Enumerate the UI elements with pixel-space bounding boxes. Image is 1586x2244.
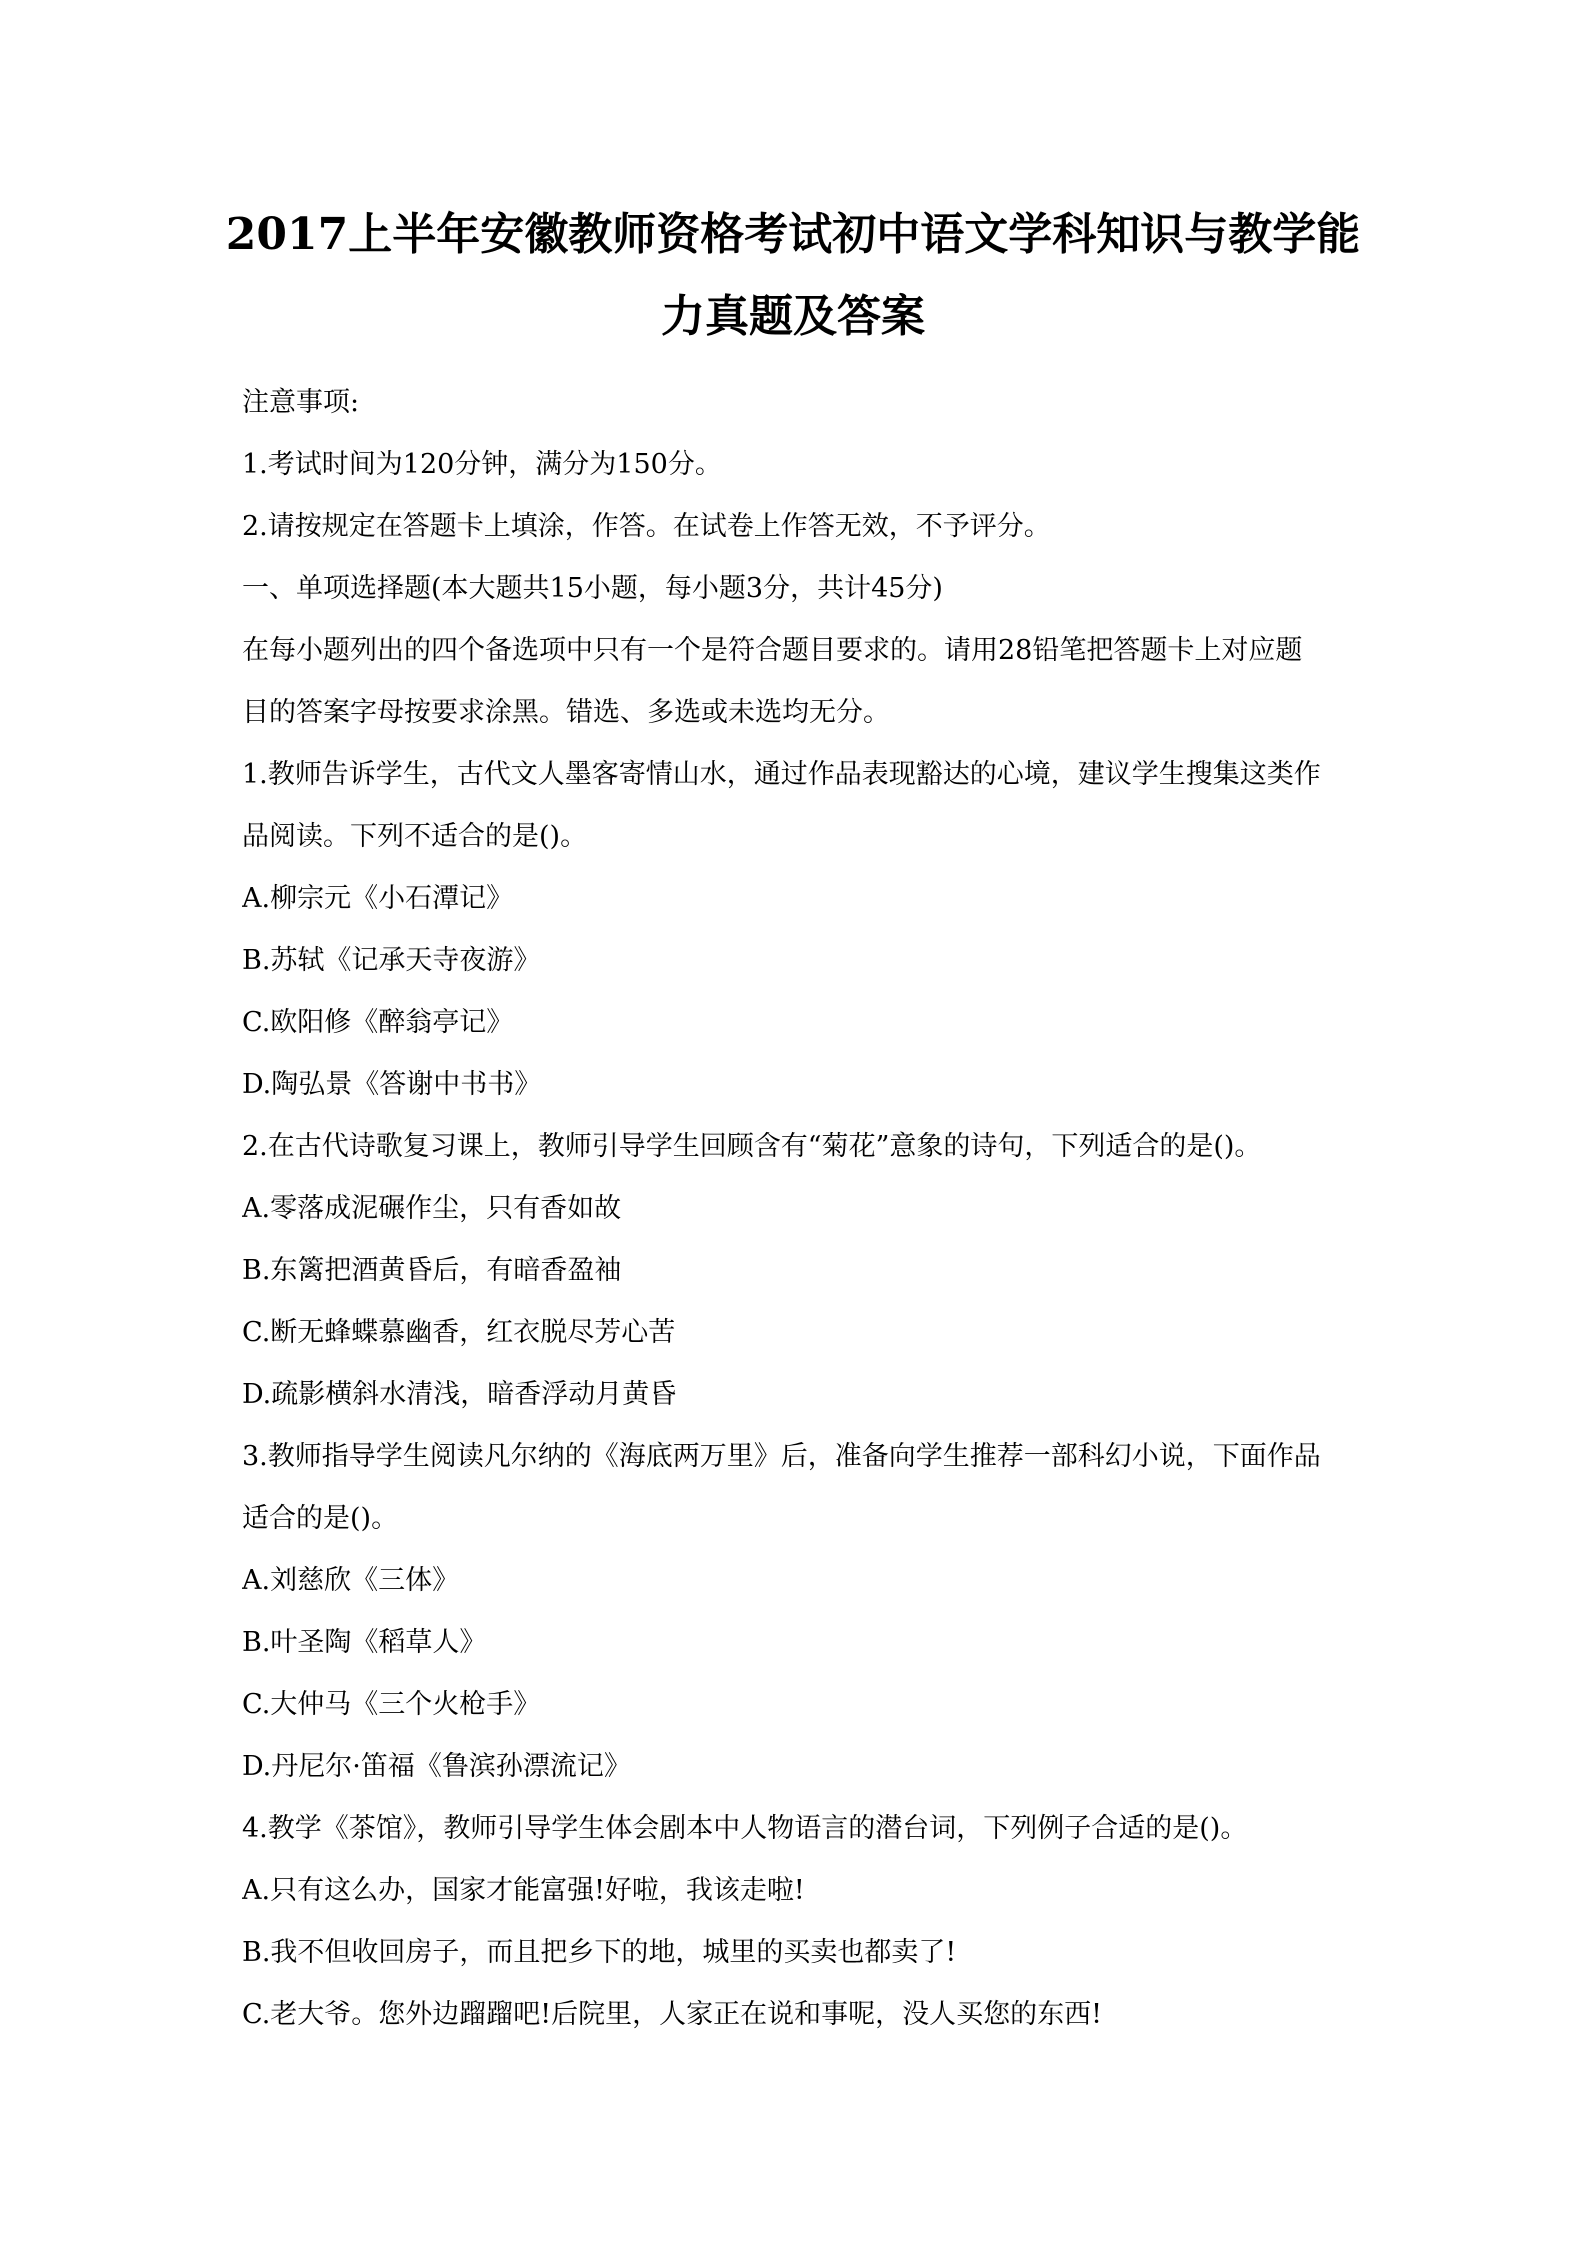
question-1-option-b: B.苏轼《记承天寺夜游》: [242, 945, 541, 976]
question-4-option-b: B.我不但收回房子，而且把乡下的地，城里的买卖也都卖了!: [242, 1937, 957, 1968]
question-3-option-a: A.刘慈欣《三体》: [242, 1565, 460, 1596]
question-3-option-c: C.大仲马《三个火枪手》: [242, 1689, 541, 1720]
question-2-option-a: A.零落成泥碾作尘，只有香如故: [242, 1193, 622, 1224]
document-body: [242, 372, 1362, 2046]
question-1-cont: 品阅读。下列不适合的是()。: [242, 821, 588, 852]
question-1: 1.教师告诉学生，古代文人墨客寄情山水，通过作品表现豁达的心境，建议学生搜集这类作: [242, 759, 1321, 790]
document-title-line-1: 2017上半年安徽教师资格考试初中语文学科知识与教学能: [225, 209, 1361, 260]
question-3-cont: 适合的是()。: [242, 1503, 399, 1534]
notice-heading: 注意事项:: [242, 387, 360, 418]
section-instructions: 在每小题列出的四个备选项中只有一个是符合题目要求的。请用28铅笔把答题卡上对应题: [242, 635, 1303, 666]
question-3-option-b: B.叶圣陶《稻草人》: [242, 1627, 487, 1658]
question-2: 2.在古代诗歌复习课上，教师引导学生回顾含有“菊花”意象的诗句，下列适合的是()。: [242, 1131, 1262, 1162]
question-3-option-d: D.丹尼尔·笛福《鲁滨孙漂流记》: [242, 1751, 631, 1782]
section-instructions-cont: 目的答案字母按要求涂黑。错选、多选或未选均无分。: [242, 697, 890, 728]
question-1-option-c: C.欧阳修《醉翁亭记》: [242, 1007, 514, 1038]
notice-item-1: 1.考试时间为120分钟，满分为150分。: [242, 449, 722, 480]
question-2-option-b: B.东篱把酒黄昏后，有暗香盈袖: [242, 1255, 622, 1286]
question-3: 3.教师指导学生阅读凡尔纳的《海底两万里》后，准备向学生推荐一部科幻小说，下面作品: [242, 1441, 1321, 1472]
question-1-option-d: D.陶弘景《答谢中书书》: [242, 1069, 542, 1100]
question-1-option-a: A.柳宗元《小石潭记》: [242, 883, 514, 914]
question-2-option-d: D.疏影横斜水清浅，暗香浮动月黄昏: [242, 1379, 677, 1410]
question-4-option-c: C.老大爷。您外边蹓蹓吧!后院里，人家正在说和事呢，没人买您的东西!: [242, 1999, 1102, 2030]
notice-item-2: 2.请按规定在答题卡上填涂，作答。在试卷上作答无效，不予评分。: [242, 511, 1051, 542]
question-2-option-c: C.断无蜂蝶慕幽香，红衣脱尽芳心苦: [242, 1317, 676, 1348]
document-title-line-2: 力真题及答案: [661, 291, 925, 342]
question-4: 4.教学《茶馆》，教师引导学生体会剧本中人物语言的潜台词，下列例子合适的是()。: [242, 1813, 1248, 1844]
question-4-option-a: A.只有这么办，国家才能富强!好啦，我该走啦!: [242, 1875, 805, 1906]
section-heading: 一、单项选择题(本大题共15小题，每小题3分，共计45分): [242, 573, 943, 604]
